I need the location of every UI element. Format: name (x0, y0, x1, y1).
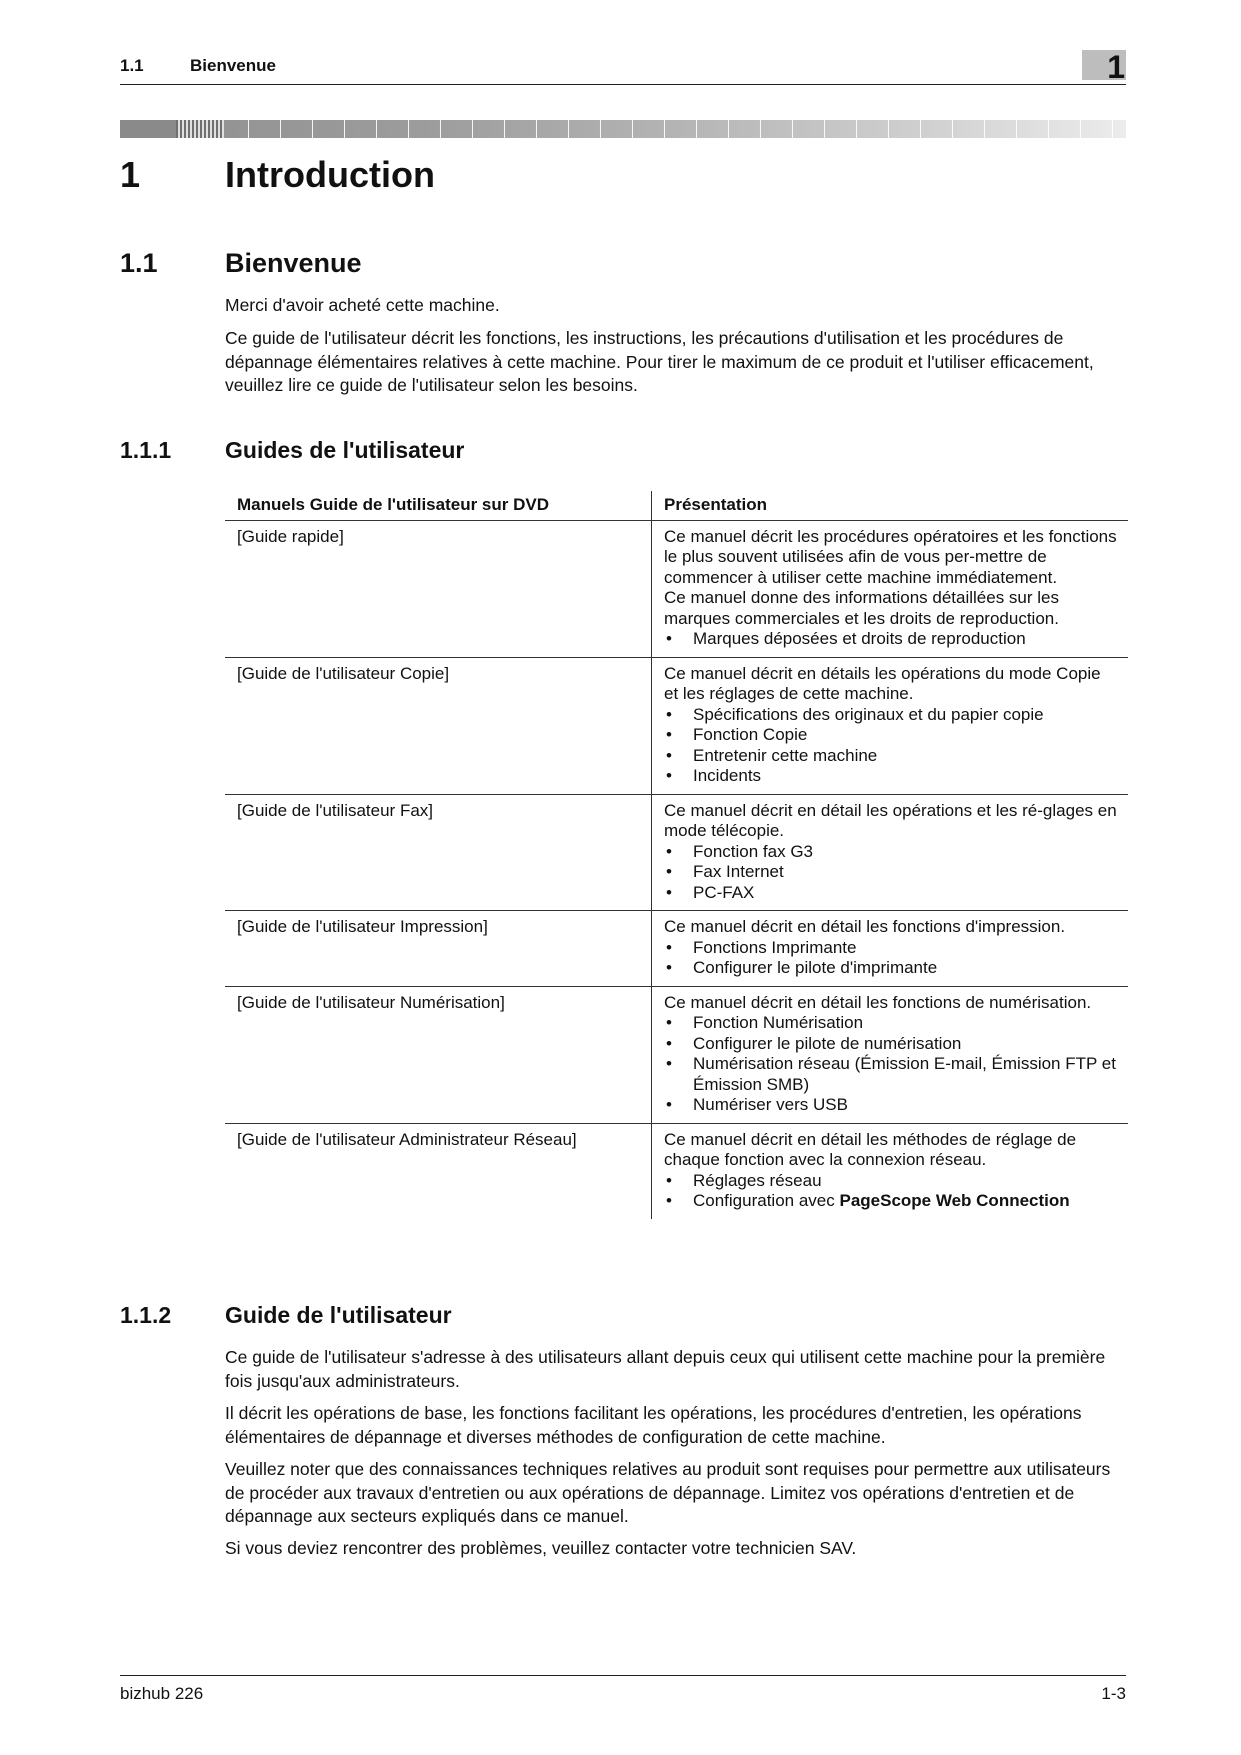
subsection-number: 1.1.1 (120, 437, 172, 463)
product-name-bold: PageScope Web Connection (839, 1191, 1070, 1210)
list-item: • Incidents (664, 766, 1118, 787)
table-cell-manual: [Guide de l'utilisateur Impression] (225, 911, 652, 986)
list-item: • Fax Internet (664, 862, 1118, 883)
list-item: • Marques déposées et droits de reproduction (664, 629, 1118, 650)
paragraph: Il décrit les opérations de base, les fonctions facilitant les opérations, les procédures d'entretien, les opérations élémentaires de dépannage et diverses méthodes de configuration de cette machine. (225, 1403, 1082, 1447)
list-item: • PC-FAX (664, 883, 1118, 904)
band-stripes (176, 120, 224, 138)
list-item: • Numériser vers USB (664, 1095, 1118, 1116)
table-cell-description (652, 521, 1128, 657)
chapter-decorative-band (120, 120, 1126, 138)
table-cell-description (652, 911, 1128, 986)
bullet-list (664, 938, 1118, 979)
subsection-title: Guide de l'utilisateur (225, 1302, 452, 1328)
user-guides-table (225, 491, 1128, 1219)
band-solid-block (120, 120, 176, 138)
description-text: Ce manuel décrit en détail les opérations et les ré-glages en mode télécopie. (664, 800, 1117, 840)
list-item: • Fonctions Imprimante (664, 938, 1118, 959)
table-cell-description (652, 987, 1128, 1123)
table-cell-manual: [Guide de l'utilisateur Fax] (225, 795, 652, 911)
paragraph: Ce guide de l'utilisateur s'adresse à des utilisateurs allant depuis ceux qui utilisent cette machine pour la première fois jusqu'aux administrateurs. (225, 1347, 1106, 1391)
table-row (225, 911, 1128, 987)
table-cell-description (652, 658, 1128, 794)
table-row (225, 521, 1128, 658)
table-row (225, 987, 1128, 1124)
chapter-tab (1082, 49, 1126, 85)
running-header (120, 49, 1126, 85)
bullet-list (664, 1171, 1118, 1212)
subsection-title: Guides de l'utilisateur (225, 437, 465, 463)
list-item: • Entretenir cette machine (664, 746, 1118, 767)
table-row (225, 658, 1128, 795)
table-header-row (225, 491, 1128, 521)
list-item: • Fonction Copie (664, 725, 1118, 746)
table-header-cell: Manuels Guide de l'utilisateur sur DVD (225, 491, 652, 520)
list-item: • Fonction fax G3 (664, 842, 1118, 863)
list-item-text: Configuration avec (693, 1191, 840, 1210)
bullet-list (664, 842, 1118, 904)
table-cell-manual: [Guide de l'utilisateur Copie] (225, 658, 652, 794)
table-row (225, 1124, 1128, 1219)
bullet-list (664, 705, 1118, 787)
paragraph: Ce guide de l'utilisateur décrit les fonctions, les instructions, les précautions d'utilisation et les procédures de dépannage élémentaires relatives à cette machine. Pour tirer le maximum de ce produit et l'utiliser efficacement, veuillez lire ce guide de l'utilisateur selon les besoins. (225, 328, 1094, 395)
table-cell-manual: [Guide rapide] (225, 521, 652, 657)
page-footer (120, 1675, 1126, 1703)
table-cell-description (652, 795, 1128, 911)
paragraph: Si vous deviez rencontrer des problèmes, veuillez contacter votre technicien SAV. (225, 1538, 857, 1558)
bullet-list (664, 629, 1118, 650)
list-item: • Spécifications des originaux et du papier copie (664, 705, 1118, 726)
description-text: Ce manuel décrit en détail les méthodes de réglage de chaque fonction avec la connexion réseau. (664, 1129, 1077, 1169)
table-row (225, 795, 1128, 912)
table-cell-manual: [Guide de l'utilisateur Numérisation] (225, 987, 652, 1123)
subsection-number: 1.1.2 (120, 1302, 172, 1328)
list-item (664, 1191, 1118, 1212)
list-item: • Configurer le pilote d'imprimante (664, 958, 1118, 979)
list-item: • Fonction Numérisation (664, 1013, 1118, 1034)
paragraph: Veuillez noter que des connaissances techniques relatives au produit sont requises pour permettre aux utilisateurs de procéder aux travaux d'entretien ou aux opérations de dépannage. Limitez vos opérations d'entretien et de dépannage aux secteurs expliqués dans ce manuel. (225, 1459, 1111, 1526)
description-text: Ce manuel décrit les procédures opératoires et les fonctions le plus souvent utilisées afin de vous per-mettre de commencer à utiliser cette machine immédiatement. (664, 526, 1117, 587)
list-item: • Numérisation réseau (Émission E-mail, Émission FTP et Émission SMB) (664, 1054, 1118, 1095)
description-text: Ce manuel donne des informations détaillées sur les marques commerciales et les droits de reproduction. (664, 588, 1060, 628)
footer-product: bizhub 226 (120, 1684, 204, 1703)
section-title: Bienvenue (225, 248, 362, 278)
chapter-tab-number: 1 (1107, 49, 1125, 85)
table-cell-description (652, 1124, 1128, 1219)
chapter-number: 1 (120, 154, 141, 195)
list-item: • Réglages réseau (664, 1171, 1118, 1192)
table-cell-manual: [Guide de l'utilisateur Administrateur Réseau] (225, 1124, 652, 1219)
paragraph: Merci d'avoir acheté cette machine. (225, 295, 500, 315)
bullet-list (664, 1013, 1118, 1116)
running-header-section-title: Bienvenue (190, 56, 276, 75)
footer-page-number: 1-3 (1101, 1684, 1126, 1703)
table-header-cell: Présentation (664, 495, 767, 514)
description-text: Ce manuel décrit en détail les fonctions de numérisation. (664, 992, 1092, 1012)
section-number: 1.1 (120, 248, 158, 278)
description-text: Ce manuel décrit en détails les opérations du mode Copie et les réglages de cette machine. (664, 663, 1101, 703)
list-item: • Configurer le pilote de numérisation (664, 1034, 1118, 1055)
description-text: Ce manuel décrit en détail les fonctions d'impression. (664, 917, 1066, 936)
chapter-title: Introduction (225, 154, 435, 195)
running-header-section-number: 1.1 (120, 56, 144, 75)
